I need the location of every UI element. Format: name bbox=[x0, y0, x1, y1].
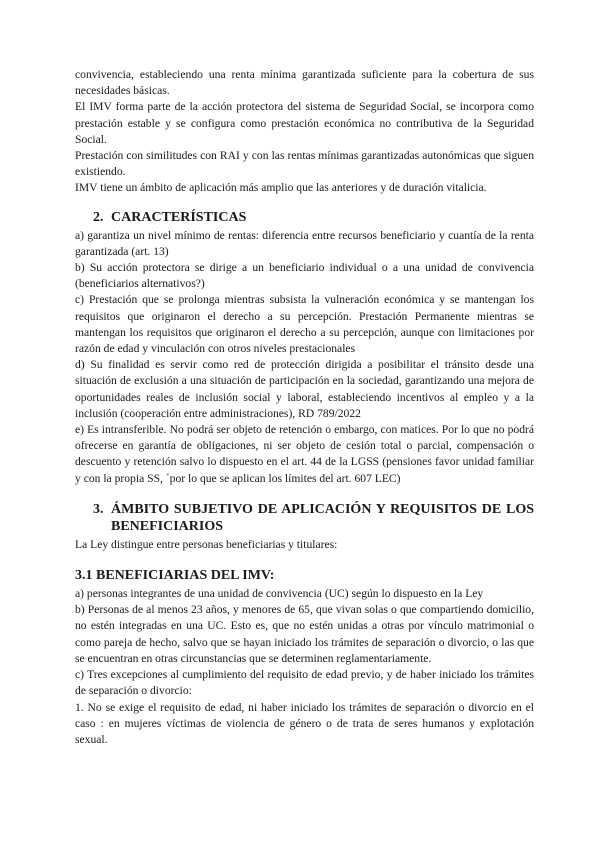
characteristic-item-e: e) Es intransferible. No podrá ser objeto de retención o embargo, con matices. Por lo que no podrá ofrecerse en garantía de obligaciones, ni ser objeto de cesión total o parcial, compensación o descuento y retención salvo lo dispuesto en el art. 44 de la LGSS (pensiones favor unidad familiar y con la propia SS, ´por lo que se aplican los límites del art. 607 LEC) bbox=[75, 423, 534, 485]
section-3-number: 3. bbox=[93, 501, 104, 517]
section-3-heading bbox=[75, 501, 534, 535]
section-3-1-heading: 3.1 BENEFICIARIAS DEL IMV: bbox=[75, 568, 275, 584]
characteristic-item-c: c) Prestación que se prolonga mientras subsista la vulneración económica y se mantengan los requisitos que originaron el derecho a su percepción. Prestación Permanente mientras se mantengan los requisitos que originaron el derecho a su percepción, aunque con limitaciones por razón de edad y vinculación con otros niveles prestacionales bbox=[75, 293, 534, 356]
section-2-number: 2. bbox=[93, 209, 104, 225]
section-2-title: CARACTERÍSTICAS bbox=[111, 209, 247, 225]
beneficiary-item-c: c) Tres excepciones al cumplimiento del requisito de edad previo, y de haber iniciado los trámites de separación o divorcio: bbox=[75, 668, 534, 698]
section-2-heading bbox=[75, 209, 534, 226]
beneficiary-item-a: a) personas integrantes de una unidad de convivencia (UC) según lo dispuesto en la Ley bbox=[75, 587, 484, 601]
intro-paragraph-3: Prestación con similitudes con RAI y con las rentas mínimas garantizadas autonómicas que siguen existiendo. bbox=[75, 149, 534, 179]
characteristic-item-a: a) garantiza un nivel mínimo de rentas: diferencia entre recursos beneficiario y cuantía de la renta garantizada (art. 13) bbox=[75, 228, 534, 258]
intro-paragraph-4: IMV tiene un ámbito de aplicación más amplio que las anteriores y de duración vitalicia. bbox=[75, 181, 487, 195]
document-page bbox=[75, 67, 534, 748]
section-3-title: ÁMBITO SUBJETIVO DE APLICACIÓN Y REQUISITOS DE LOS BENEFICIARIOS bbox=[111, 501, 534, 534]
section-3-intro: La Ley distingue entre personas beneficiarias y titulares: bbox=[75, 537, 338, 551]
beneficiary-item-b: b) Personas de al menos 23 años, y menores de 65, que vivan solas o que compartiendo domicilio, no estén integradas en una UC. Esto es, que no estén unidas a otras por vínculo matrimonial o como pareja de hecho, salvo que se hayan iniciado los trámites de separación o divorcio, o las que se encuentran en otras circunstancias que se determinen reglamentariamente. bbox=[75, 603, 534, 665]
intro-paragraph-1: convivencia, estableciendo una renta mínima garantizada suficiente para la cobertura de sus necesidades básicas. bbox=[75, 68, 534, 98]
beneficiary-item-1: 1. No se exige el requisito de edad, ni haber iniciado los trámites de separación o divorcio en el caso : en mujeres víctimas de violencia de género o de trata de seres humanos y explotación sexual. bbox=[75, 700, 534, 746]
characteristic-item-d: d) Su finalidad es servir como red de protección dirigida a posibilitar el tránsito desde una situación de exclusión a una situación de participación en la sociedad, garantizando una mejora de oportunidades reales de inclusión social y laboral, estableciendo incentivos al empleo y a la inclusión (cooperación entre administraciones), RD 789/2022 bbox=[75, 358, 534, 420]
intro-paragraph-2: El IMV forma parte de la acción protectora del sistema de Seguridad Social, se incorpora como prestación estable y se configura como prestación económica no contributiva de la Seguridad Social. bbox=[75, 100, 534, 146]
characteristic-item-b: b) Su acción protectora se dirige a un beneficiario individual o a una unidad de convivencia (beneficiarios alternativos?) bbox=[75, 261, 534, 291]
